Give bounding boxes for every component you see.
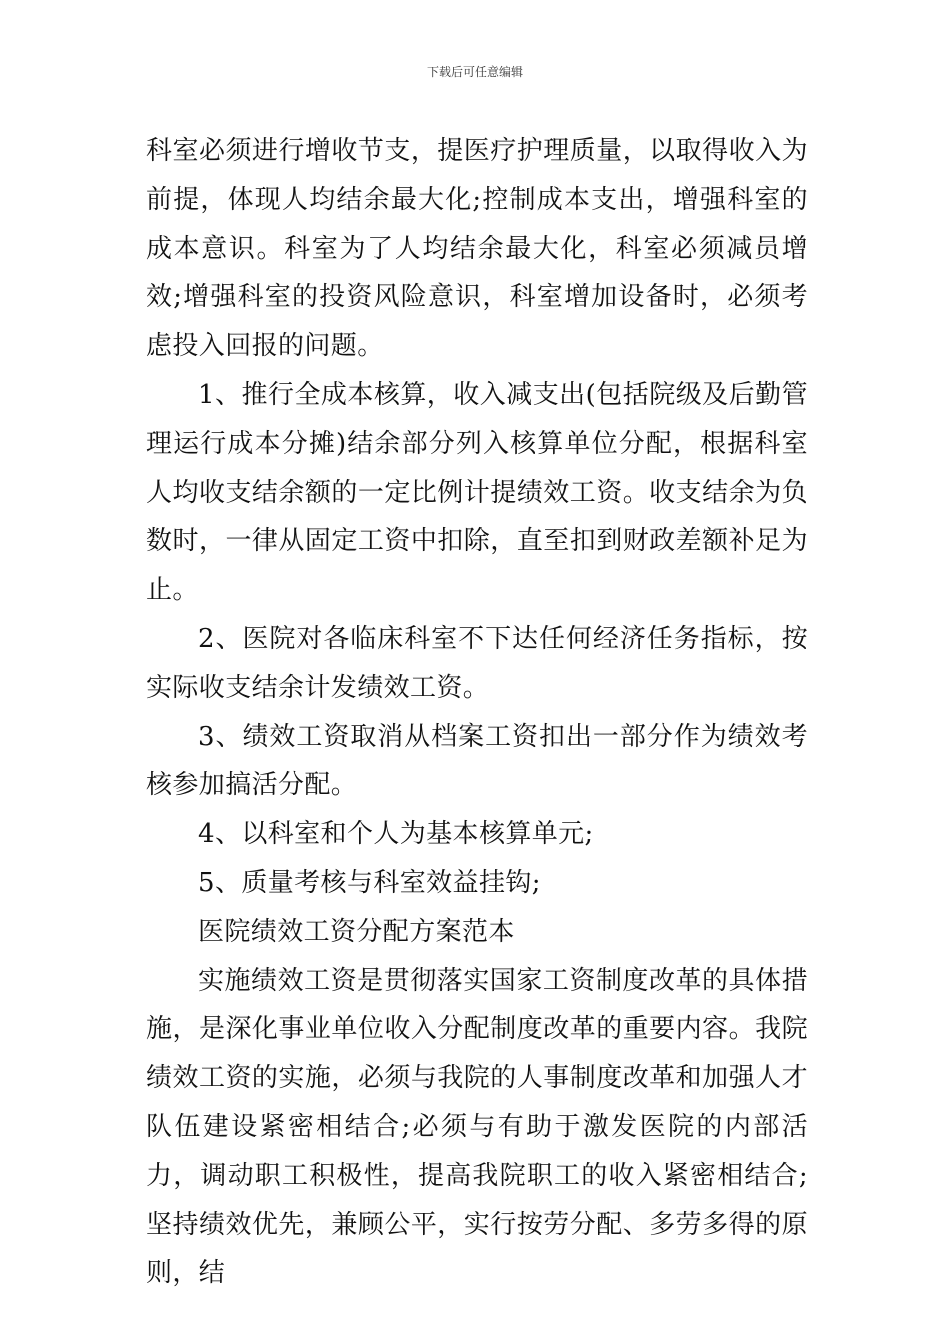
paragraph-item-2: 2、医院对各临床科室不下达任何经济任务指标，按实际收支结余计发绩效工资。 [146, 623, 808, 703]
paragraph-item-1: 1、推行全成本核算，收入减支出(包括院级及后勤管理运行成本分摊)结余部分列入核算单位分配，根据科室人均收支结余额的一定比例计提绩效工资。收支结余为负数时，一律从固定工资中扣除，直至扣到财政差额补足为止。 [146, 379, 808, 606]
paragraph-item-3: 3、绩效工资取消从档案工资扣出一部分作为绩效考核参加搞活分配。 [146, 721, 808, 801]
section-heading: 医院绩效工资分配方案范本 [198, 916, 515, 947]
document-body [146, 127, 808, 1298]
paragraph-cost-control: 科室必须进行增收节支，提医疗护理质量，以取得收入为前提，体现人均结余最大化;控制成本支出，增强科室的成本意识。科室为了人均结余最大化，科室必须减员增效;增强科室的投资风险意识，科室增加设备时，必须考虑投入回报的问题。 [146, 136, 808, 362]
paragraph-item-5: 5、质量考核与科室效益挂钩; [198, 867, 541, 898]
paragraph-implementation: 实施绩效工资是贯彻落实国家工资制度改革的具体措施，是深化事业单位收入分配制度改革的重要内容。我院绩效工资的实施，必须与我院的人事制度改革和加强人才队伍建设紧密相结合;必须与有助于激发医院的内部活力，调动职工积极性，提高我院职工的收入紧密相结合;坚持绩效优先，兼顾公平，实行按劳分配、多劳多得的原则，结 [146, 965, 808, 1289]
paragraph-item-4: 4、以科室和个人为基本核算单元; [198, 819, 594, 850]
page-header-note: 下载后可任意编辑 [426, 65, 523, 79]
